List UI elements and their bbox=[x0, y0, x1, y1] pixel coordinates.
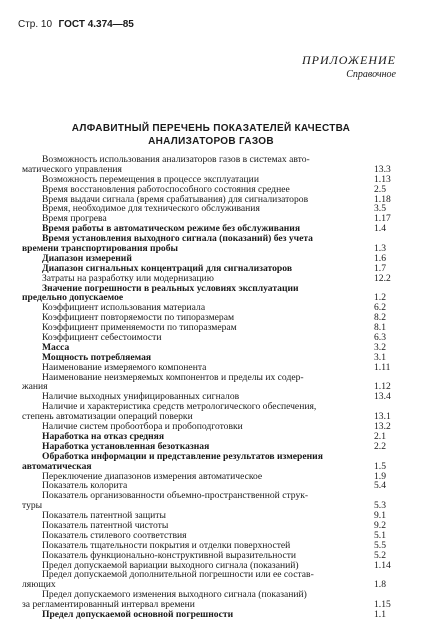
index-entry-text: Мощность потребляемая bbox=[42, 351, 152, 363]
index-entry-text: Наименование измеряемого компонента bbox=[42, 361, 207, 373]
index-entry-section-number: 2.2 bbox=[374, 440, 386, 452]
index-entry-section-number: 8.1 bbox=[374, 322, 386, 334]
index-entry-text: Время прогрева bbox=[42, 213, 107, 225]
index-entry-text: Диапазон измерений bbox=[42, 252, 132, 264]
index-entry-text: Показатель колорита bbox=[42, 480, 128, 492]
index-entry-text: туры bbox=[22, 500, 43, 512]
index-entry-text: Предел допускаемой основной погрешности bbox=[42, 608, 234, 620]
index-entry-text: Показатель тщательности покрытия и отделки поверхностей bbox=[42, 539, 291, 551]
index-entry-text: Возможность использования анализаторов газов в системах авто- bbox=[42, 154, 310, 165]
index-entry-section-number: 9.2 bbox=[374, 519, 386, 531]
index-entry-text: Время выдачи сигнала (время срабатывания) для сигнализаторов bbox=[42, 193, 309, 205]
index-entry-text: Затраты на разработку или модернизацию bbox=[42, 272, 214, 284]
index-entry-text: предельно допускаемое bbox=[22, 292, 124, 304]
index-entry-section-number: 13.3 bbox=[374, 163, 391, 175]
index-entry-section-number: 5.1 bbox=[374, 529, 386, 541]
index-entry-text: ляющих bbox=[22, 579, 56, 591]
index-entry-text: Показатель организованности объемно-пространственной струк- bbox=[42, 490, 309, 502]
index-entry-section-number: 13.2 bbox=[374, 421, 391, 433]
index-entry-text: Коэффициент применяемости по типоразмерам bbox=[42, 322, 237, 334]
appendix-title: ПРИЛОЖЕНИЕ bbox=[302, 53, 396, 67]
index-entry-section-number: 3.2 bbox=[374, 341, 386, 353]
index-entry-row bbox=[22, 610, 402, 620]
index-entry-section-number: 1.17 bbox=[374, 213, 391, 225]
document-title-line-1: АЛФАВИТНЫЙ ПЕРЕЧЕНЬ ПОКАЗАТЕЛЕЙ КАЧЕСТВА bbox=[71, 123, 351, 134]
page-number: Стр. 10 bbox=[18, 19, 53, 30]
index-entry-section-number: 1.15 bbox=[374, 599, 391, 611]
index-entry-section-number: 9.1 bbox=[374, 510, 386, 522]
index-entry-text: Наработка на отказ средняя bbox=[42, 430, 165, 442]
index-entry-section-number: 1.4 bbox=[374, 223, 386, 235]
index-entry-section-number: 5.2 bbox=[374, 549, 386, 561]
index-entry-section-number: 1.11 bbox=[374, 361, 391, 373]
index-entry-text: Время установления выходного сигнала (показаний) без учета bbox=[42, 233, 313, 245]
index-entry-text: Предел допускаемого изменения выходного сигнала (показаний) bbox=[42, 589, 307, 601]
document-title-line-2: АНАЛИЗАТОРОВ ГАЗОВ bbox=[148, 136, 274, 147]
index-entry-row bbox=[22, 570, 402, 580]
index-entry-section-number: 12.2 bbox=[374, 272, 391, 284]
standard-code: ГОСТ 4.374—85 bbox=[58, 19, 134, 30]
index-entry-section-number: 3.1 bbox=[374, 351, 386, 363]
index-entry-section-number: 1.5 bbox=[374, 460, 386, 472]
index-entry-text: матического управления bbox=[22, 163, 122, 175]
index-list bbox=[22, 155, 402, 620]
index-entry-row bbox=[22, 491, 402, 501]
index-entry-text: Коэффициент использования материала bbox=[42, 302, 206, 314]
index-entry-section-number: 1.12 bbox=[374, 381, 391, 393]
index-entry-section-number: 13.1 bbox=[374, 411, 391, 423]
index-entry-text: Время восстановления работоспособного состояния среднее bbox=[42, 183, 290, 195]
page-header bbox=[18, 19, 134, 30]
index-entry-text: Масса bbox=[42, 341, 70, 353]
index-entry-section-number: 1.13 bbox=[374, 173, 391, 185]
index-entry-text: Наличие систем пробоотбора и пробоподготовки bbox=[42, 421, 243, 433]
index-entry-section-number: 1.3 bbox=[374, 243, 386, 255]
index-entry-section-number: 3.5 bbox=[374, 203, 386, 215]
index-entry-row bbox=[22, 333, 402, 343]
index-entry-section-number: 1.2 bbox=[374, 292, 386, 304]
index-entry-text: Показатель патентной чистоты bbox=[42, 519, 169, 531]
index-entry-text: Предел допускаемой дополнительной погрешности или ее состав- bbox=[42, 569, 314, 581]
index-entry-section-number: 8.2 bbox=[374, 312, 386, 324]
index-entry-text: Наработка установленная безотказная bbox=[42, 440, 210, 452]
index-entry-section-number: 1.18 bbox=[374, 193, 391, 205]
index-entry-section-number: 1.7 bbox=[374, 262, 386, 274]
index-entry-text: Наименование неизмеряемых компонентов и пределы их содер- bbox=[42, 371, 304, 383]
index-entry-text: степень автоматизации операций поверки bbox=[22, 411, 193, 423]
index-entry-section-number: 2.1 bbox=[374, 430, 386, 442]
index-entry-section-number: 1.14 bbox=[374, 559, 391, 571]
index-entry-text: Значение погрешности в реальных условиях эксплуатации bbox=[42, 282, 299, 294]
index-entry-text: Время, необходимое для технического обслуживания bbox=[42, 203, 260, 215]
index-entry-section-number: 1.1 bbox=[374, 608, 386, 620]
index-entry-section-number: 5.4 bbox=[374, 480, 386, 492]
index-entry-section-number: 13.4 bbox=[374, 391, 391, 403]
index-entry-text: жания bbox=[22, 381, 48, 393]
index-entry-text: Показатель функционально-конструктивной выразительности bbox=[42, 549, 297, 561]
index-entry-text: Наличие и характеристика средств метрологического обеспечения, bbox=[42, 401, 317, 413]
index-entry-text: Предел допускаемой вариации выходного сигнала (показаний) bbox=[42, 559, 299, 571]
index-entry-text: Коэффициент себестоимости bbox=[42, 332, 162, 344]
index-entry-text: Обработка информации и представление результатов измерения bbox=[42, 450, 323, 462]
index-entry-section-number: 6.3 bbox=[374, 332, 386, 344]
index-entry-text: Коэффициент повторяемости по типоразмерам bbox=[42, 312, 235, 324]
index-entry-section-number: 2.5 bbox=[374, 183, 386, 195]
index-entry-text: Диапазон сигнальных концентраций для сигнализаторов bbox=[42, 262, 292, 274]
appendix-subtitle: Справочное bbox=[346, 69, 396, 80]
index-entry-section-number: 1.9 bbox=[374, 470, 386, 482]
index-entry-section-number: 1.8 bbox=[374, 579, 386, 591]
index-entry-text: Показатель патентной защиты bbox=[42, 510, 166, 522]
index-entry-section-number: 1.6 bbox=[374, 252, 386, 264]
appendix-block bbox=[302, 52, 396, 82]
index-entry-text: Возможность перемещения в процессе эксплуатации bbox=[42, 173, 259, 185]
index-entry-section-number: 5.3 bbox=[374, 500, 386, 512]
index-entry-text: времени транспортирования пробы bbox=[22, 243, 179, 255]
index-entry-text: Показатель стилевого соответствия bbox=[42, 529, 187, 541]
index-entry-text: за регламентированный интервал времени bbox=[22, 599, 195, 611]
index-entry-text: Наличие выходных унифицированных сигналов bbox=[42, 391, 240, 403]
index-entry-text: Время работы в автоматическом режиме без обслуживания bbox=[42, 223, 301, 235]
index-entry-row bbox=[22, 373, 402, 383]
index-entry-section-number: 5.5 bbox=[374, 539, 386, 551]
index-entry-text: Переключение диапазонов измерения автоматическое bbox=[42, 470, 263, 482]
index-entry-text: автоматическая bbox=[22, 460, 92, 472]
index-entry-section-number: 6.2 bbox=[374, 302, 386, 314]
